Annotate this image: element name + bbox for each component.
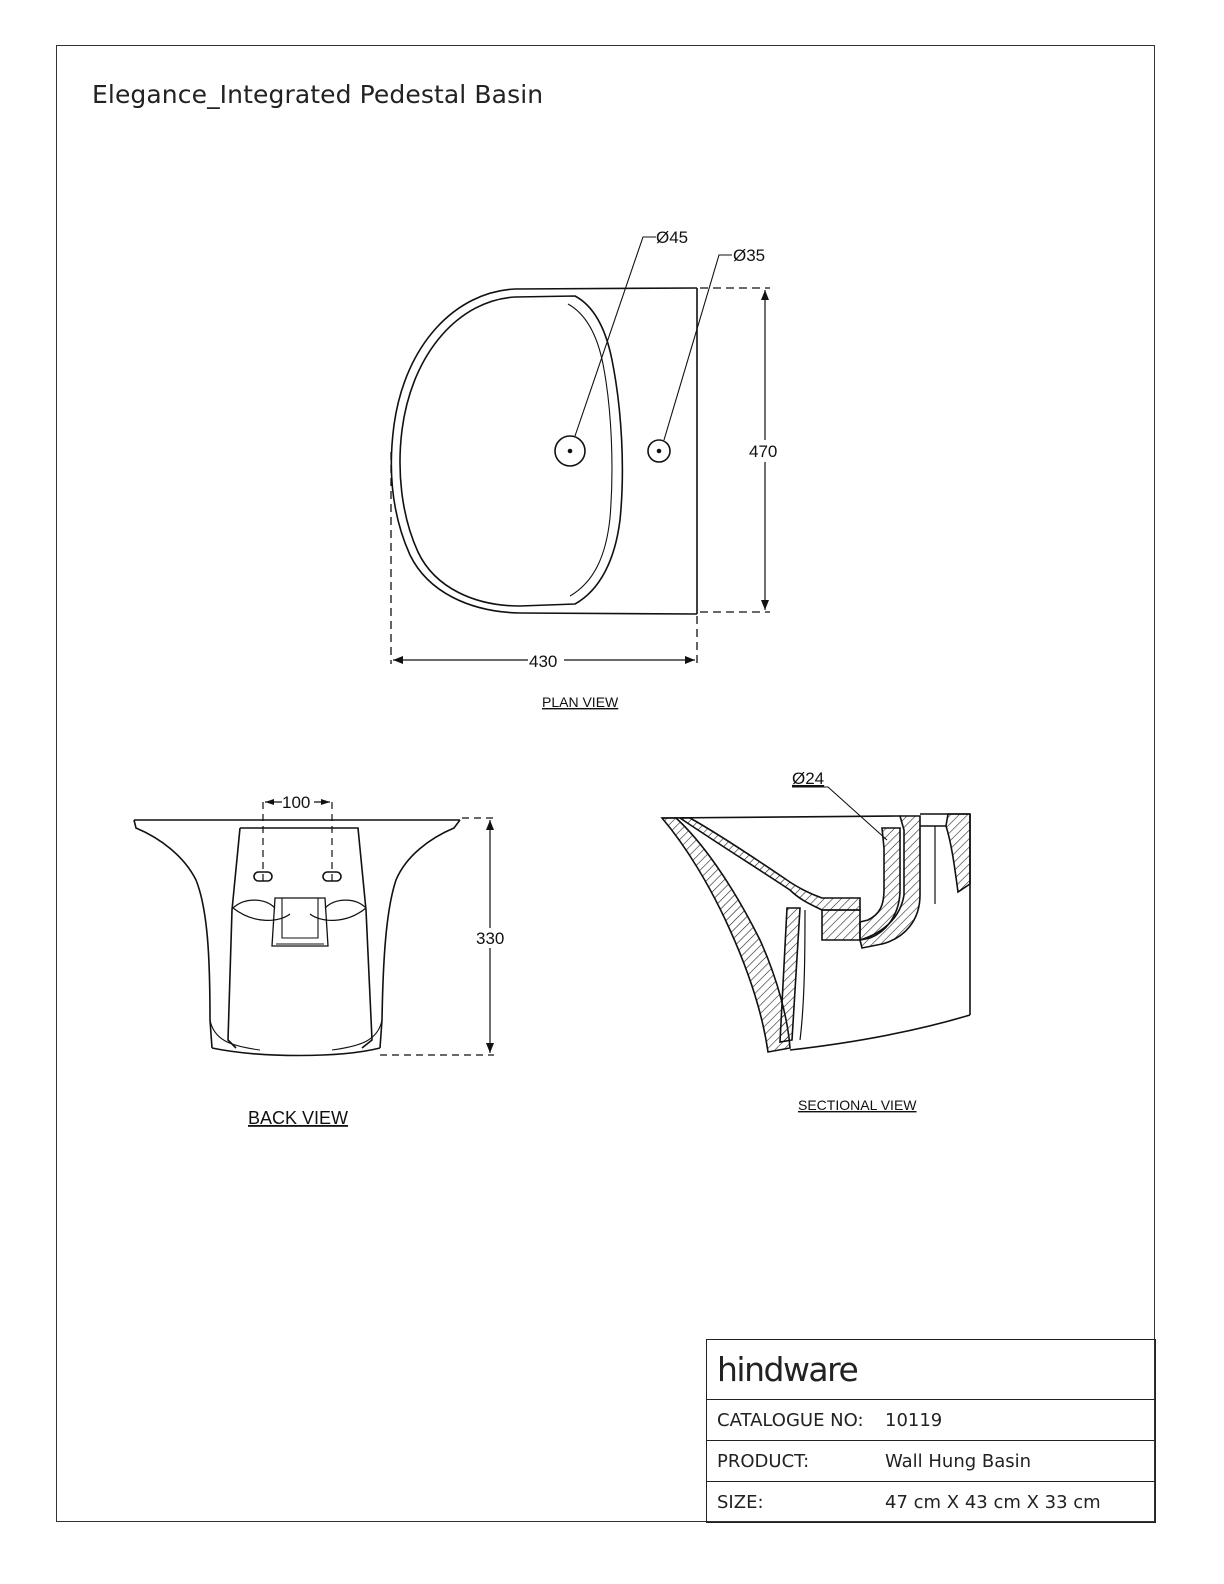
- catalogue-value: 10119: [885, 1409, 943, 1431]
- catalogue-key: CATALOGUE NO:: [717, 1409, 864, 1431]
- label-dia-45: Ø45: [656, 228, 689, 247]
- plan-inner-rim: [400, 296, 622, 606]
- size-value: 47 cm X 43 cm X 33 cm: [885, 1492, 1101, 1513]
- section-back-wall: [946, 814, 970, 892]
- title-block-row-product: [707, 1441, 1155, 1482]
- label-100: 100: [282, 793, 311, 812]
- sectional-view: [662, 787, 970, 1052]
- plan-outer-outline: [391, 288, 697, 614]
- label-dia-35: Ø35: [733, 246, 766, 265]
- label-dia-24: Ø24: [792, 769, 825, 788]
- size-key: SIZE:: [717, 1492, 764, 1513]
- brand-logo: hindware: [707, 1340, 1155, 1400]
- back-bottom: [212, 1048, 380, 1056]
- title-block-row-catalogue: [707, 1400, 1155, 1441]
- waste-hole-center: [569, 450, 572, 453]
- tap-hole-center: [658, 450, 661, 453]
- back-view-label: BACK VIEW: [248, 1108, 349, 1128]
- plan-view: [391, 237, 770, 664]
- leader-overflow: [792, 787, 887, 840]
- drawing-title: Elegance_Integrated Pedestal Basin: [92, 80, 544, 109]
- back-trap: [272, 898, 328, 946]
- sectional-view-label: SECTIONAL VIEW: [798, 1097, 917, 1113]
- label-330: 330: [476, 929, 505, 948]
- label-430: 430: [529, 652, 558, 671]
- title-block-row-size: [707, 1482, 1155, 1523]
- product-value: Wall Hung Basin: [885, 1450, 1032, 1472]
- plan-view-label: PLAN VIEW: [542, 694, 619, 710]
- section-front-shell: [662, 818, 790, 1052]
- label-470: 470: [749, 442, 778, 461]
- back-view: [134, 799, 494, 1056]
- title-block: [706, 1339, 1156, 1523]
- product-key: PRODUCT:: [717, 1450, 810, 1472]
- leader-waste: [575, 237, 656, 436]
- section-waste: [822, 910, 860, 940]
- leader-tap: [664, 255, 732, 440]
